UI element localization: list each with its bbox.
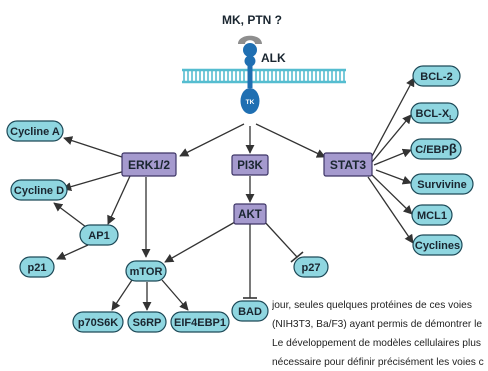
svg-text:AKT: AKT xyxy=(238,209,262,221)
arrow-mtor-to-p70s6k xyxy=(112,280,132,310)
node-cyclin-a xyxy=(7,121,63,141)
node-p70s6k xyxy=(73,312,123,332)
svg-text:BAD: BAD xyxy=(238,306,262,318)
arrow-stat3-to-bclx xyxy=(372,115,411,162)
svg-text:Survivine: Survivine xyxy=(417,179,467,191)
node-mcl1 xyxy=(412,205,452,225)
svg-text:BCL-XL: BCL-$X_L$ xyxy=(415,108,454,122)
arrow-mtor-to-eif4ebp1 xyxy=(162,280,188,310)
arrow-stat3-to-survivin xyxy=(376,170,411,183)
ligand-label: MK, PTN ? xyxy=(222,13,282,27)
node-bad xyxy=(232,301,268,321)
node-mtor xyxy=(126,261,166,281)
receptor-label: ALK xyxy=(261,51,286,65)
text-line-3: Le développement de modèles cellulaires plus xyxy=(272,338,481,349)
svg-text:BCL-2: BCL-2 xyxy=(420,71,453,83)
node-erk xyxy=(122,153,176,176)
arrow-stat3-to-cyclines xyxy=(368,177,413,243)
svg-text:MCL1: MCL1 xyxy=(417,210,447,222)
cell-membrane xyxy=(182,70,346,82)
node-pi3k xyxy=(232,155,268,175)
svg-text:AP1: AP1 xyxy=(88,230,110,242)
arrow-akt-to-mtor xyxy=(165,222,235,262)
arrow-alk-to-erk xyxy=(180,124,244,156)
arrow-ap1-to-p21 xyxy=(57,245,88,259)
text-line-4: nécessaire pour définir précisément les voies c xyxy=(272,357,484,368)
svg-text:S6RP: S6RP xyxy=(132,317,162,329)
svg-text:C/EBPβ: C/EBPβ xyxy=(415,141,457,156)
node-bcl2 xyxy=(413,66,460,86)
svg-text:Cycline D: Cycline D xyxy=(13,185,65,197)
node-bclx xyxy=(411,103,458,123)
arrow-erk-to-cyclin-a xyxy=(64,138,125,158)
node-p27 xyxy=(294,257,328,277)
node-p21 xyxy=(20,257,54,277)
node-survivin xyxy=(411,174,473,194)
svg-text:p70S6K: p70S6K xyxy=(77,317,119,329)
svg-text:Cycline A: Cycline A xyxy=(10,126,60,138)
svg-text:p21: p21 xyxy=(27,262,47,274)
node-ap1 xyxy=(80,225,118,245)
svg-text:Cyclines: Cyclines xyxy=(414,240,461,252)
node-cyclin-d xyxy=(11,180,67,200)
node-akt xyxy=(234,204,266,224)
arrow-erk-to-cyclin-d xyxy=(63,171,125,189)
ligand-shape xyxy=(238,36,262,44)
arrow-alk-to-stat3 xyxy=(256,124,325,157)
text-line-1: jour, seules quelques protéines de ces voies xyxy=(272,300,472,311)
svg-text:EIF4EBP1: EIF4EBP1 xyxy=(174,317,226,329)
kinase-domain-label: TK xyxy=(245,99,255,106)
inhibit-akt-p27 xyxy=(263,220,297,257)
arrow-ap1-to-cyclin-d xyxy=(54,203,86,227)
node-eif4ebp1 xyxy=(171,312,229,332)
svg-text:mTOR: mTOR xyxy=(129,266,163,278)
node-cyclines xyxy=(413,235,462,255)
node-s6rp xyxy=(128,312,166,332)
svg-text:PI3K: PI3K xyxy=(237,160,263,172)
text-line-2: (NIH3T3, Ba/F3) ayant permis de démontrer le xyxy=(272,319,483,330)
svg-text:STAT3: STAT3 xyxy=(329,158,367,172)
arrow-erk-to-ap1 xyxy=(108,176,130,224)
node-cebp xyxy=(411,139,461,159)
svg-text:p27: p27 xyxy=(301,262,321,274)
node-stat3 xyxy=(324,153,372,176)
svg-text:ERK1/2: ERK1/2 xyxy=(127,158,171,172)
